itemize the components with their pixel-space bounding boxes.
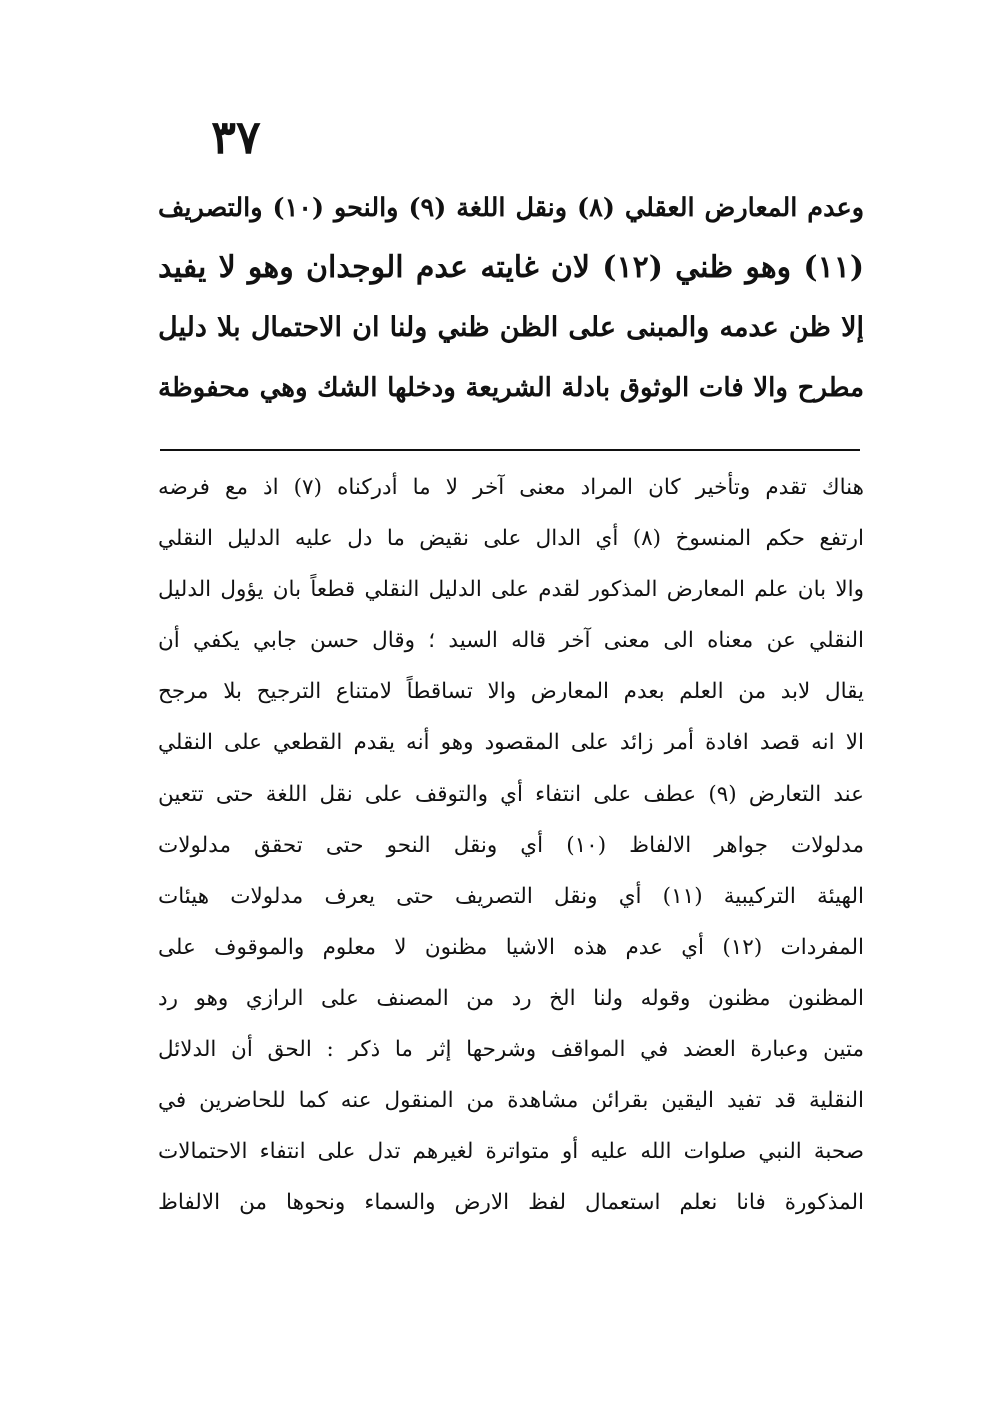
footnote-line: هناك تقدم وتأخير كان المراد معنى آخر لا ما أدركناه (٧) اذ مع فرضه — [158, 475, 864, 500]
footnote-line: صحبة النبي صلوات الله عليه أو متواترة لغيرهم تدل على انتفاء الاحتمالات — [158, 1139, 864, 1165]
footnote-line: الا انه قصد افادة أمر زائد على المقصود وهو أنه يقدم القطعي على النقلي — [158, 730, 864, 756]
footnote-divider — [160, 449, 860, 451]
footnote-line: مدلولات جواهر الالفاظ (١٠) أي ونقل النحو حتى تحقق مدلولات — [158, 832, 864, 858]
main-text — [158, 178, 864, 418]
page-number: ٣٧ — [211, 110, 261, 164]
main-text-line: مطرح والا فات الوثوق بادلة الشريعة ودخلها الشك وهي محفوظة — [158, 373, 864, 403]
footnotes — [158, 462, 864, 1228]
footnote-line: والا بان علم المعارض المذكور لقدم على الدليل النقلي قطعاً بان يؤول الدليل — [158, 577, 864, 603]
footnote-line: النقلي عن معناه الى معنى آخر قاله السيد ؛ وقال حسن جابي يكفي أن — [158, 628, 864, 654]
main-text-line: (١١) وهو ظني (١٢) لان غايته عدم الوجدان وهو لا يفيد — [158, 250, 864, 285]
main-text-line: وعدم المعارض العقلي (٨) ونقل اللغة (٩) والنحو (١٠) والتصريف — [158, 193, 864, 223]
footnote-line: المظنون مظنون وقوله ولنا الخ رد من المصنف على الرازي وهو رد — [158, 985, 864, 1011]
main-text-line: إلا ظن عدمه والمبنى على الظن ظني ولنا ان الاحتمال بلا دليل — [158, 312, 864, 343]
footnote-line: المذكورة فانا نعلم استعمال لفظ الارض والسماء ونحوها من الالفاظ — [158, 1190, 864, 1216]
footnote-line: متين وعبارة العضد في المواقف وشرحها إثر ما ذكر : الحق أن الدلائل — [158, 1037, 864, 1063]
footnote-line: عند التعارض (٩) عطف على انتفاء أي والتوقف على نقل اللغة حتى تتعين — [158, 781, 864, 807]
footnote-line: الهيئة التركيبية (١١) أي ونقل التصريف حتى يعرف مدلولات هيئات — [158, 883, 864, 909]
footnote-line: ارتفع حكم المنسوخ (٨) أي الدال على نقيض ما دل عليه الدليل النقلي — [158, 526, 864, 552]
footnote-line: النقلية قد تفيد اليقين بقرائن مشاهدة من المنقول عنه كما للحاضرين في — [158, 1088, 864, 1114]
footnote-line: يقال لابد من العلم بعدم المعارض والا تساقطاً لامتناع الترجيح بلا مرجح — [158, 679, 864, 705]
footnote-line: المفردات (١٢) أي عدم هذه الاشيا مظنون لا معلوم والموقوف على — [158, 934, 864, 960]
